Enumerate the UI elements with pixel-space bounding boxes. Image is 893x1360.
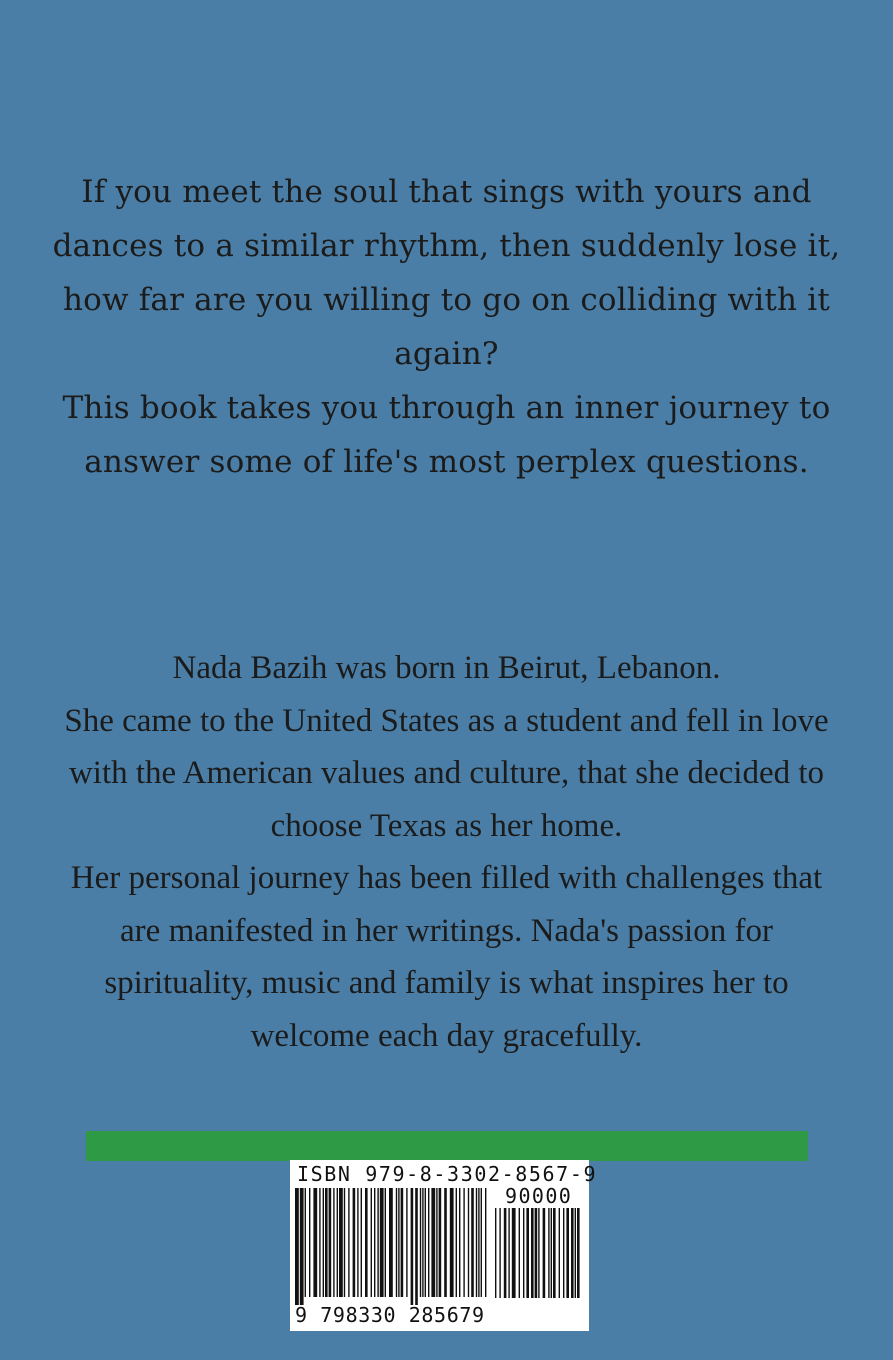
barcode-bar	[471, 1188, 474, 1297]
barcode-bar	[523, 1208, 524, 1298]
barcode-bar	[504, 1208, 507, 1298]
barcode-bar	[476, 1188, 477, 1297]
barcode-bar	[553, 1208, 556, 1298]
barcode-bar	[411, 1188, 414, 1305]
bio-line: are manifested in her writings. Nada's passion for	[120, 912, 773, 949]
barcode-bar	[371, 1188, 372, 1297]
barcode-bar	[519, 1208, 520, 1298]
barcode-bar	[571, 1208, 574, 1298]
barcode-bar	[365, 1188, 368, 1297]
barcode-bar	[508, 1208, 509, 1298]
barcode-bar	[348, 1188, 349, 1297]
barcode-bar	[309, 1188, 310, 1297]
barcode-bar	[439, 1188, 442, 1297]
blurb-line: dances to a similar rhythm, then suddenly lose it,	[52, 228, 841, 264]
barcode-bar	[563, 1208, 564, 1298]
blurb-line: If you meet the soul that sings with yours and	[81, 174, 812, 210]
barcode-bar	[535, 1208, 538, 1298]
back-cover-blurb	[40, 165, 853, 489]
barcode-bar	[401, 1188, 404, 1297]
barcode-bar	[450, 1188, 454, 1297]
barcode-bar	[361, 1188, 362, 1297]
barcode-bar	[353, 1188, 356, 1297]
bio-line: choose Texas as her home.	[270, 807, 623, 844]
barcode-bar	[495, 1208, 496, 1298]
barcode-bar	[389, 1188, 393, 1297]
barcode-bar	[463, 1188, 464, 1297]
barcode-bar	[499, 1208, 500, 1298]
barcode-bar	[468, 1188, 469, 1297]
green-accent-bar	[86, 1131, 808, 1161]
barcode-bar	[548, 1208, 549, 1298]
barcode-bar	[481, 1188, 482, 1297]
barcode-bar	[459, 1188, 460, 1297]
price-code: 90000	[505, 1184, 573, 1208]
barcode-bar	[344, 1188, 345, 1297]
barcode-bar	[415, 1188, 418, 1305]
bio-line: Nada Bazih was born in Beirut, Lebanon.	[172, 650, 721, 686]
blurb-line: again?	[394, 336, 499, 372]
barcode-bar	[295, 1188, 299, 1305]
barcode-bar	[428, 1188, 429, 1297]
barcode-bar	[538, 1208, 539, 1298]
barcode-bar	[425, 1188, 426, 1297]
barcode-bar	[339, 1188, 343, 1297]
barcode-bar	[551, 1208, 552, 1298]
blurb-line: how far are you willing to go on colliding with it	[62, 282, 831, 318]
isbn-barcode	[290, 1160, 598, 1331]
ean-barcode-bars	[295, 1188, 491, 1305]
ean-digits: 9 798330 285679	[295, 1303, 485, 1327]
bio-line: She came to the United States as a student and fell in love	[64, 702, 829, 739]
barcode-bar	[485, 1188, 486, 1297]
barcode-bar	[380, 1188, 384, 1297]
barcode-bar	[526, 1208, 529, 1298]
barcode-bar	[422, 1188, 423, 1297]
barcode-bar	[431, 1188, 435, 1297]
barcode-bar	[577, 1208, 580, 1298]
isbn-label: ISBN 979-8-3302-8567-9	[297, 1162, 598, 1186]
barcode-bar	[436, 1188, 437, 1297]
barcode-bar	[377, 1188, 378, 1297]
barcode-bar	[396, 1188, 397, 1297]
barcode-bar	[319, 1188, 320, 1297]
barcode-bar	[406, 1188, 407, 1297]
barcode-bar	[512, 1208, 516, 1298]
barcode-bar	[313, 1188, 317, 1297]
bio-line: Her personal journey has been filled with challenges that	[70, 860, 823, 896]
barcode-bar	[559, 1208, 560, 1298]
barcode-bar	[300, 1188, 304, 1305]
barcode-bar	[357, 1188, 358, 1297]
barcode-bar	[566, 1208, 569, 1298]
barcode-bar	[323, 1188, 324, 1297]
addon-barcode-bars	[495, 1208, 583, 1306]
blurb-line: answer some of life's most perplex questions.	[84, 444, 809, 480]
barcode-bar	[329, 1188, 332, 1297]
barcode-bar	[531, 1208, 534, 1298]
bio-line: with the American values and culture, that she decided to	[68, 755, 825, 791]
barcode-bar	[374, 1188, 375, 1297]
barcode-bar	[398, 1188, 399, 1297]
barcode-bar	[444, 1188, 447, 1297]
barcode-bar	[456, 1188, 457, 1297]
barcode-bar	[420, 1188, 421, 1297]
blurb-line: This book takes you through an inner journey to	[62, 390, 831, 426]
barcode-bar	[575, 1208, 576, 1298]
bio-line: welcome each day gracefully.	[250, 1017, 643, 1054]
author-bio	[40, 642, 853, 1062]
barcode-bar	[325, 1188, 328, 1297]
barcode-bar	[543, 1208, 546, 1298]
bio-line: spirituality, music and family is what inspires her to	[104, 965, 789, 1001]
barcode-bar	[478, 1188, 479, 1297]
barcode-bar	[337, 1188, 338, 1297]
barcode-bar	[385, 1188, 386, 1297]
barcode-bar	[333, 1188, 334, 1297]
barcode-bar	[305, 1188, 306, 1297]
